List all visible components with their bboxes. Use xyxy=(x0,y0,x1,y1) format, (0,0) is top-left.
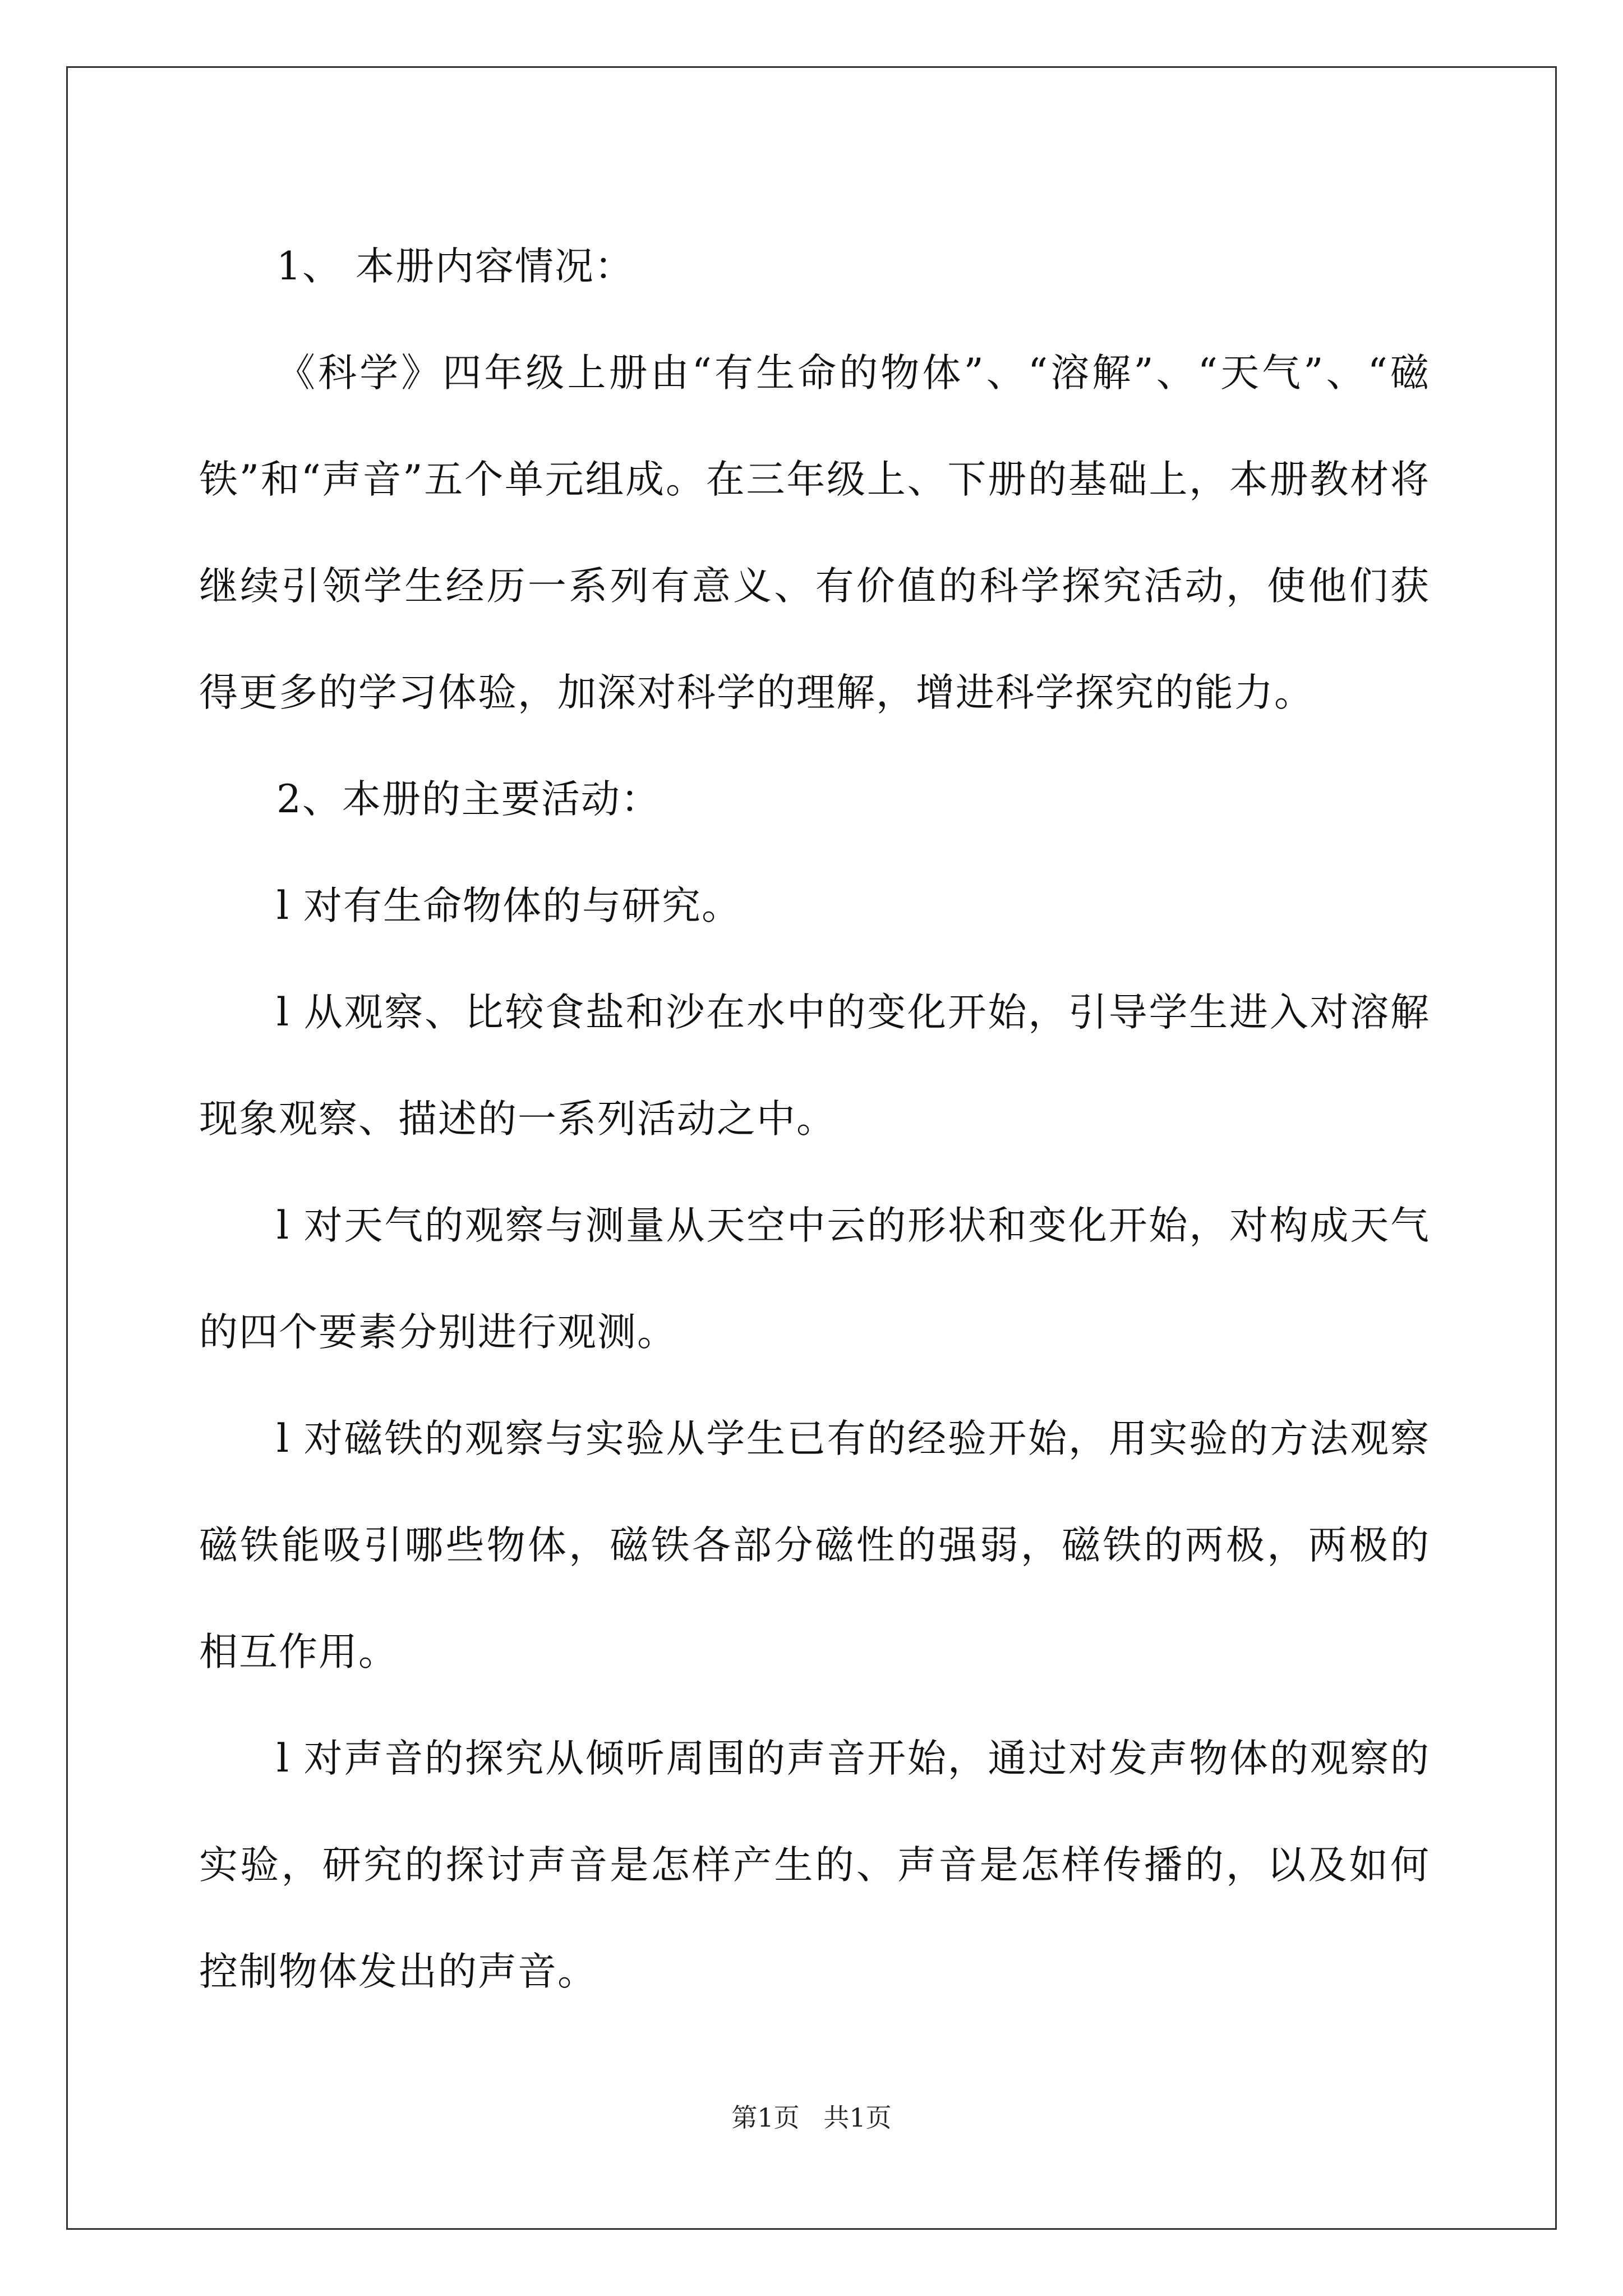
document-body xyxy=(199,213,1430,2025)
paragraph-2: 《科学》四年级上册由“有生命的物体”、“溶解”、“天气”、“磁铁”和“声音”五个单元组成。在三年级上、下册的基础上，本册教材将继续引领学生经历一系列有意义、有价值的科学探究活动，使他们获得更多的学习体验，加深对科学的理解，增进科学探究的能力。 xyxy=(199,351,1430,715)
paragraph-5: l 从观察、比较食盐和沙在水中的变化开始，引导学生进入对溶解现象观察、描述的一系列活动之中。 xyxy=(199,990,1430,1142)
paragraph-7: l 对磁铁的观察与实验从学生已有的经验开始，用实验的方法观察磁铁能吸引哪些物体，磁铁各部分磁性的强弱，磁铁的两极，两极的相互作用。 xyxy=(199,1416,1430,1674)
paragraph-8: l 对声音的探究从倾听周围的声音开始，通过对发声物体的观察的实验，研究的探讨声音是怎样产生的、声音是怎样传播的，以及如何控制物体发出的声音。 xyxy=(199,1736,1430,1994)
page-number-current: 第1页 xyxy=(731,2102,800,2133)
page-number-total: 共1页 xyxy=(823,2102,892,2133)
page-footer xyxy=(0,2101,1623,2134)
paragraph-4: l 对有生命物体的与研究。 xyxy=(276,884,742,928)
paragraph-1: 1、 本册内容情况： xyxy=(276,244,634,289)
paragraph-6: l 对天气的观察与测量从天空中云的形状和变化开始，对构成天气的四个要素分别进行观测。 xyxy=(199,1203,1430,1355)
paragraph-3: 2、本册的主要活动： xyxy=(276,777,661,822)
